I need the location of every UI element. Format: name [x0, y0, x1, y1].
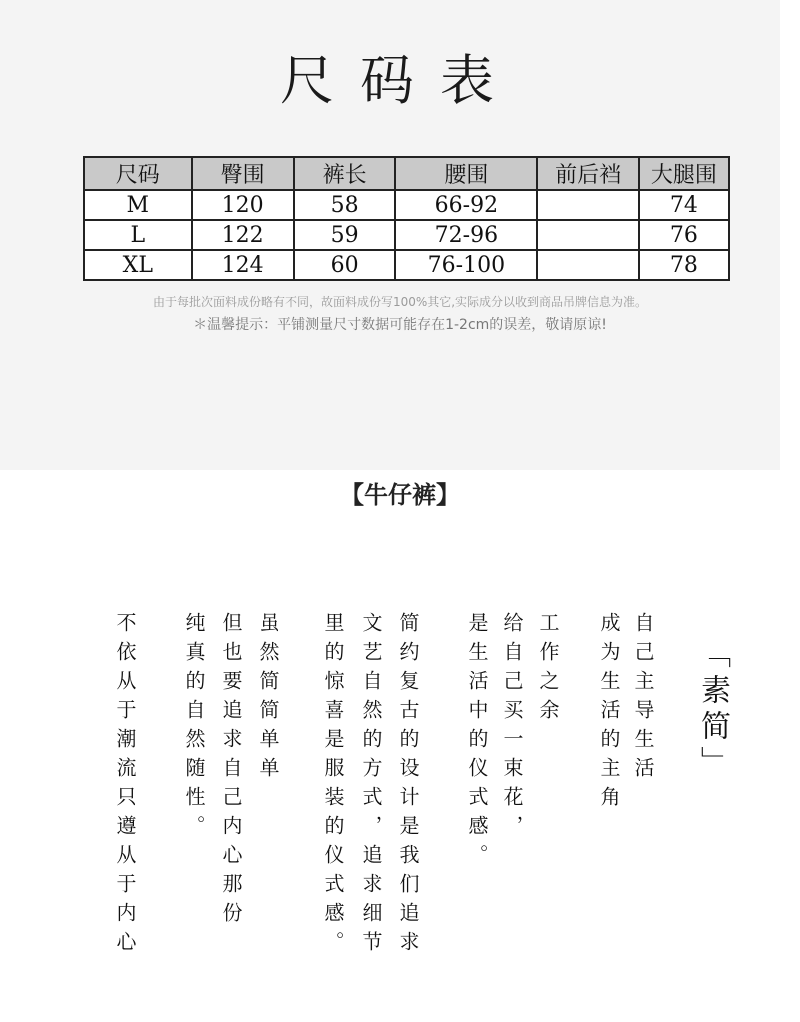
cell-hip: 120: [192, 190, 294, 220]
poem-column: 工作之余: [536, 612, 560, 728]
section-title: 【牛仔裤】: [340, 481, 460, 509]
poem-column: 但也要追求自己内心那份: [219, 612, 243, 931]
poem-column: 成为生活的主角: [597, 612, 621, 815]
header-size: 尺码: [84, 157, 192, 190]
cell-length: 59: [294, 220, 396, 250]
poem-column: 给自己买一束花，: [500, 612, 524, 844]
table-header-row: [84, 157, 729, 190]
cell-size: M: [84, 190, 192, 220]
cell-size: L: [84, 220, 192, 250]
table-row: [84, 190, 729, 220]
header-waist: 腰围: [395, 157, 537, 190]
cell-rise: [537, 190, 639, 220]
cell-thigh: 78: [639, 250, 729, 280]
cell-thigh: 76: [639, 220, 729, 250]
page-title: 尺码表: [280, 49, 520, 112]
poem-column: 自己主导生活: [631, 612, 655, 786]
header-hip: 臀围: [192, 157, 294, 190]
measurement-tip: ＊温馨提示：平铺测量尺寸数据可能存在1-2cm的误差，敬请原谅!: [193, 317, 607, 333]
cell-rise: [537, 250, 639, 280]
cell-waist: 76-100: [395, 250, 537, 280]
poem-column: 里的惊喜是服装的仪式感。: [321, 612, 345, 960]
cell-length: 60: [294, 250, 396, 280]
poem-column: 文艺自然的方式，追求细节: [359, 612, 383, 960]
cell-size: XL: [84, 250, 192, 280]
cell-waist: 66-92: [395, 190, 537, 220]
header-length: 裤长: [294, 157, 396, 190]
fabric-note: 由于每批次面料成份略有不同，故面料成份写100%其它,实际成分以收到商品吊牌信息为准。: [152, 295, 648, 309]
size-table: [83, 156, 730, 281]
cell-waist: 72-96: [395, 220, 537, 250]
cell-hip: 124: [192, 250, 294, 280]
cell-hip: 122: [192, 220, 294, 250]
header-thigh: 大腿围: [639, 157, 729, 190]
cell-length: 58: [294, 190, 396, 220]
cell-thigh: 74: [639, 190, 729, 220]
poem-column: 不依从于潮流只遵从于内心: [113, 612, 137, 960]
poem-column: 简约复古的设计是我们追求: [396, 612, 420, 960]
poem-column: 是生活中的仪式感。: [465, 612, 489, 873]
table-row: [84, 250, 729, 280]
poem-column: 纯真的自然随性。: [182, 612, 206, 844]
header-rise: 前后裆: [537, 157, 639, 190]
poem-column: 虽然简简单单: [256, 612, 280, 786]
poem-heading: 「素简」: [695, 638, 730, 782]
cell-rise: [537, 220, 639, 250]
table-row: [84, 220, 729, 250]
